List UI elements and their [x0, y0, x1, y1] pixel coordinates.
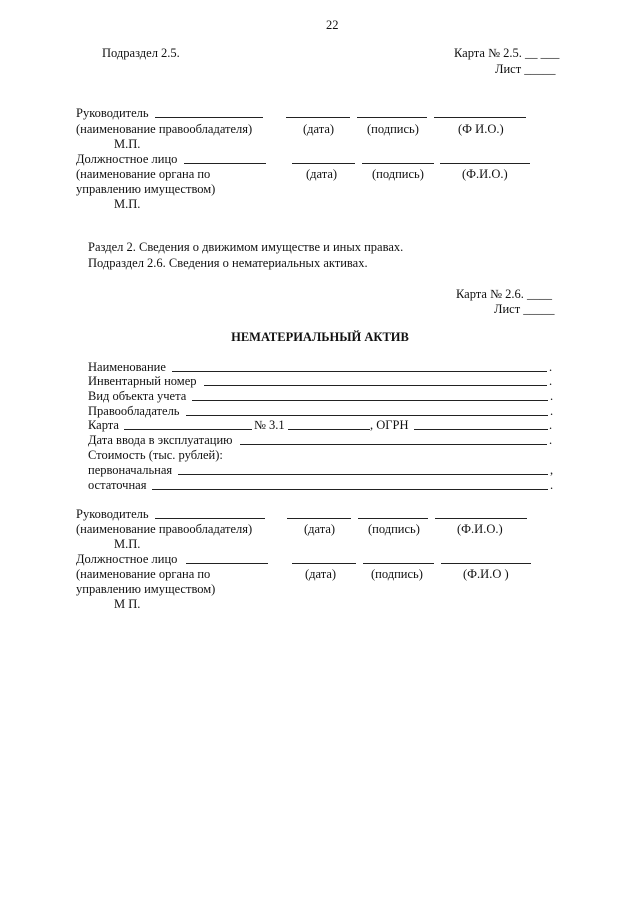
- date-line: [286, 117, 350, 118]
- field-no31-label: № 3.1: [254, 418, 285, 432]
- field-no31-line: [288, 429, 370, 430]
- head-label: Руководитель: [76, 106, 149, 120]
- section-title: Раздел 2. Сведения о движимом имуществе и иных правах.: [88, 240, 404, 254]
- field-ogrn-label: , ОГРН: [370, 418, 409, 432]
- fio-caption: (Ф.И.О.): [462, 167, 508, 181]
- official-label: Должностное лицо: [76, 552, 178, 566]
- field-terminator: .: [549, 433, 553, 447]
- card-2-6-label: Карта № 2.6. ____: [456, 287, 553, 301]
- fio-caption: (Ф.И.О ): [463, 567, 509, 581]
- date-line: [292, 163, 355, 164]
- field-inventory-line: [204, 385, 547, 386]
- field-terminator: .: [550, 478, 554, 492]
- field-owner-line: [186, 415, 548, 416]
- field-initial-label: первоначальная: [88, 463, 173, 477]
- signature-line: [363, 563, 434, 564]
- stamp-mark: М.П.: [114, 137, 141, 151]
- official-line: [186, 563, 268, 564]
- date-caption: (дата): [304, 522, 336, 536]
- signature-caption: (подпись): [371, 567, 423, 581]
- signature-caption: (подпись): [367, 122, 419, 136]
- head-line: [155, 518, 265, 519]
- field-name-line: [172, 371, 547, 372]
- head-line: [155, 117, 263, 118]
- fio-caption: (Ф И.О.): [458, 122, 504, 136]
- official-label: Должностное лицо: [76, 152, 178, 166]
- field-owner-label: Правообладатель: [88, 404, 180, 418]
- stamp-mark: М П.: [114, 597, 141, 611]
- fio-line: [434, 117, 526, 118]
- field-cost-label: Стоимость (тыс. рублей):: [88, 448, 223, 462]
- field-card-line: [124, 429, 252, 430]
- field-terminator: ,: [550, 463, 554, 477]
- owner-caption: (наименование правообладателя): [76, 522, 253, 536]
- stamp-mark: М.П.: [114, 197, 141, 211]
- fio-line: [435, 518, 527, 519]
- organ-caption-continued: управлению имуществом): [76, 182, 216, 196]
- date-caption: (дата): [303, 122, 335, 136]
- subsection-title: Подраздел 2.6. Сведения о нематериальных активах.: [88, 256, 368, 270]
- organ-caption: (наименование органа по: [76, 567, 211, 581]
- field-object-type-label: Вид объекта учета: [88, 389, 187, 403]
- field-terminator: .: [549, 360, 553, 374]
- field-card-label: Карта: [88, 418, 119, 432]
- field-initial-line: [178, 474, 548, 475]
- stamp-mark: М.П.: [114, 537, 141, 551]
- date-line: [292, 563, 356, 564]
- date-line: [287, 518, 351, 519]
- signature-line: [358, 518, 428, 519]
- organ-caption-continued: управлению имуществом): [76, 582, 216, 596]
- form-title: НЕМАТЕРИАЛЬНЫЙ АКТИВ: [231, 330, 409, 344]
- fio-line: [440, 163, 530, 164]
- page-number: 22: [326, 18, 339, 32]
- field-residual-line: [152, 489, 548, 490]
- owner-caption: (наименование правообладателя): [76, 122, 253, 136]
- field-terminator: .: [549, 374, 553, 388]
- signature-line: [357, 117, 427, 118]
- field-ogrn-line: [414, 429, 548, 430]
- date-caption: (дата): [305, 567, 337, 581]
- field-commission-date-label: Дата ввода в эксплуатацию: [88, 433, 233, 447]
- field-name-label: Наименование: [88, 360, 166, 374]
- field-terminator: .: [550, 389, 554, 403]
- field-terminator: .: [550, 404, 554, 418]
- field-inventory-label: Инвентарный номер: [88, 374, 197, 388]
- sheet-2-6-label: Лист _____: [494, 302, 555, 316]
- signature-caption: (подпись): [368, 522, 420, 536]
- fio-caption: (Ф.И.О.): [457, 522, 503, 536]
- date-caption: (дата): [306, 167, 338, 181]
- official-line: [184, 163, 266, 164]
- field-residual-label: остаточная: [88, 478, 147, 492]
- field-terminator: .: [549, 418, 553, 432]
- signature-line: [362, 163, 434, 164]
- field-commission-date-line: [240, 444, 547, 445]
- card-2-5-label: Карта № 2.5. __ ___: [454, 46, 560, 60]
- sheet-2-5-label: Лист _____: [495, 62, 556, 76]
- signature-caption: (подпись): [372, 167, 424, 181]
- field-object-type-line: [192, 400, 548, 401]
- fio-line: [441, 563, 531, 564]
- organ-caption: (наименование органа по: [76, 167, 211, 181]
- subsection-2-5-label: Подраздел 2.5.: [102, 46, 180, 60]
- head-label: Руководитель: [76, 507, 149, 521]
